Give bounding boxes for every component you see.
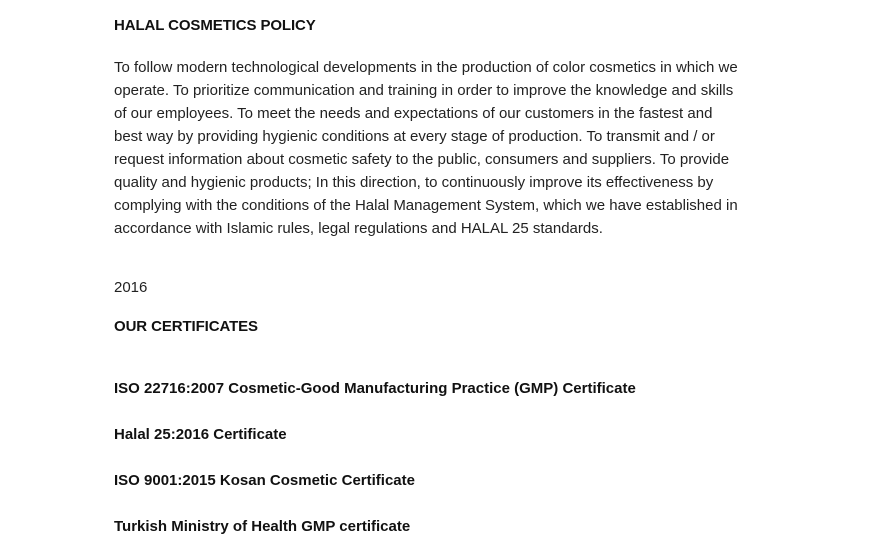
policy-title: HALAL COSMETICS POLICY bbox=[114, 17, 316, 34]
certificate-item: Halal 25:2016 Certificate bbox=[114, 426, 287, 443]
certificate-item: Turkish Ministry of Health GMP certificate bbox=[114, 518, 411, 535]
certificates-title: OUR CERTIFICATES bbox=[114, 318, 258, 335]
policy-text: To follow modern technological developments in the production of color cosmetics in which we operate. To prioritize communication and training in order to improve the knowledge and skills of our employees. To meet the needs and expectations of our customers in the fastest and best way by providing hygienic conditions at every stage of production. To transmit and / or request information about cosmetic safety to the public, consumers and suppliers. To provide quality and hygienic products; In this direction, to continuously improve its effectiveness by complying with the conditions of the Halal Management System, which we have established in accordance with Islamic rules, legal regulations and HALAL 25 standards. bbox=[114, 59, 738, 237]
policy-year: 2016 bbox=[114, 279, 148, 296]
certificate-item: ISO 22716:2007 Cosmetic-Good Manufacturing Practice (GMP) Certificate bbox=[114, 380, 636, 397]
certificate-item: ISO 9001:2015 Kosan Cosmetic Certificate bbox=[114, 472, 415, 489]
